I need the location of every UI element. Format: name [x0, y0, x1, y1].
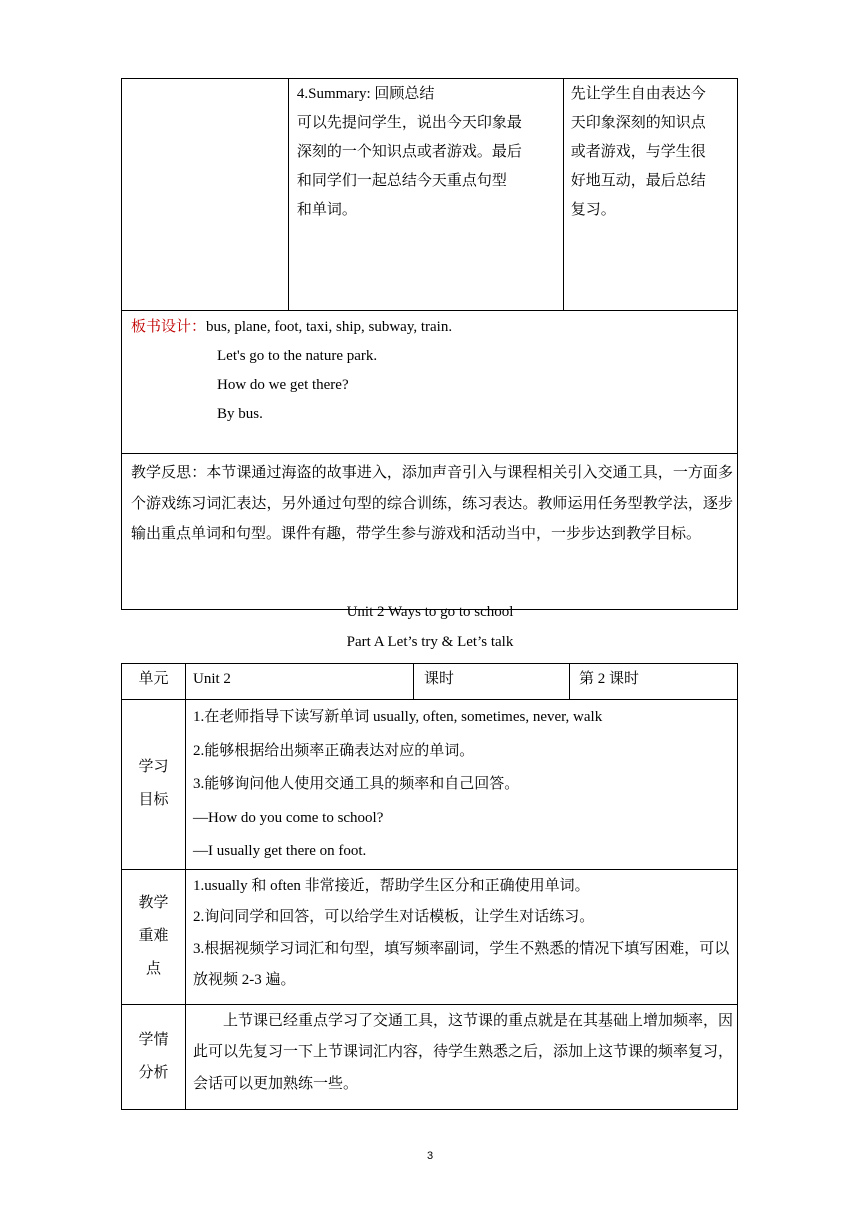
board-row [122, 311, 738, 454]
analysis-cell [186, 1004, 738, 1109]
difficulty-cell [186, 869, 738, 1004]
summary-line: 4.Summary: 回顾总结 [296, 86, 435, 102]
goals-cell [186, 700, 738, 870]
board-words: bus, plane, foot, taxi, ship, subway, train. [206, 319, 453, 335]
lesson-plan-table [121, 663, 738, 1110]
summary-cell [288, 79, 563, 311]
unit-value: Unit 2 [186, 664, 414, 700]
intent-line: 先让学生自由表达今 [570, 86, 706, 102]
goals-row [122, 700, 738, 870]
analysis-label: 学情 分析 [122, 1004, 186, 1109]
analysis-row [122, 1004, 738, 1109]
difficulty-label: 教学 重难 点 [122, 869, 186, 1004]
board-design-cell [122, 311, 738, 454]
lesson-title: Unit 2 Ways to go to school [346, 604, 514, 620]
summary-line: 和单词。 [296, 202, 357, 218]
goal-item: 1.在老师指导下读写新单词 usually, often, sometimes, never, walk [193, 709, 603, 725]
difficulty-item: 2.询问同学和回答，可以给学生对话模板，让学生对话练习。 [193, 909, 595, 925]
period-value: 第 2 课时 [570, 664, 738, 700]
reflection-cell: 教学反思：本节课通过海盗的故事进入，添加声音引入与课程相关引入交通工具，一方面多个游戏练习词汇表达，另外通过句型的综合训练，练习表达。教师运用任务型教学法，逐步输出重点单词和句型。课件有趣，带学生参与游戏和活动当中，一步步达到教学目标。 [122, 454, 738, 610]
summary-line: 可以先提问学生，说出今天印象最 [296, 115, 522, 131]
previous-lesson-table [121, 78, 738, 610]
difficulty-item: 1.usually 和 often 非常接近，帮助学生区分和正确使用单词。 [193, 877, 590, 894]
summary-line: 深刻的一个知识点或者游戏。最后 [296, 144, 522, 160]
difficulty-item: 3.根据视频学习词汇和句型，填写频率副词，学生不熟悉的情况下填写困难，可以放视频 2-3 遍。 [193, 940, 730, 988]
board-line: Let's go to the nature park. [217, 348, 378, 364]
page-number: 3 [426, 1150, 434, 1162]
unit-row [122, 664, 738, 700]
board-line: How do we get there? [217, 377, 349, 393]
analysis-text: 上节课已经重点学习了交通工具，这节课的重点就是在其基础上增加频率，因此可以先复习一下上节课词汇内容，待学生熟悉之后，添加上这节课的频率复习，会话可以更加熟练一些。 [193, 1012, 734, 1092]
difficulty-row [122, 869, 738, 1004]
intent-cell [563, 79, 737, 311]
empty-cell [122, 79, 289, 311]
unit-label: 单元 [122, 664, 186, 700]
goal-item: —How do you come to school? [193, 809, 384, 826]
summary-row [122, 79, 738, 311]
intent-line: 或者游戏，与学生很 [570, 144, 706, 160]
intent-line: 好地互动，最后总结 [570, 173, 706, 189]
intent-line: 天印象深刻的知识点 [570, 115, 706, 131]
board-label: 板书设计： [131, 319, 207, 335]
reflection-row [122, 454, 738, 610]
period-label: 课时 [414, 664, 570, 700]
intent-line: 复习。 [570, 202, 616, 218]
goal-item: 3.能够询问他人使用交通工具的频率和自己回答。 [193, 776, 520, 792]
goal-item: 2.能够根据给出频率正确表达对应的单词。 [193, 742, 475, 759]
summary-line: 和同学们一起总结今天重点句型 [296, 173, 507, 189]
goals-label: 学习 目标 [122, 700, 186, 870]
lesson-subtitle: Part A Let’s try & Let’s talk [346, 634, 514, 650]
goal-item: —I usually get there on foot. [193, 843, 367, 859]
board-line: By bus. [217, 406, 263, 422]
